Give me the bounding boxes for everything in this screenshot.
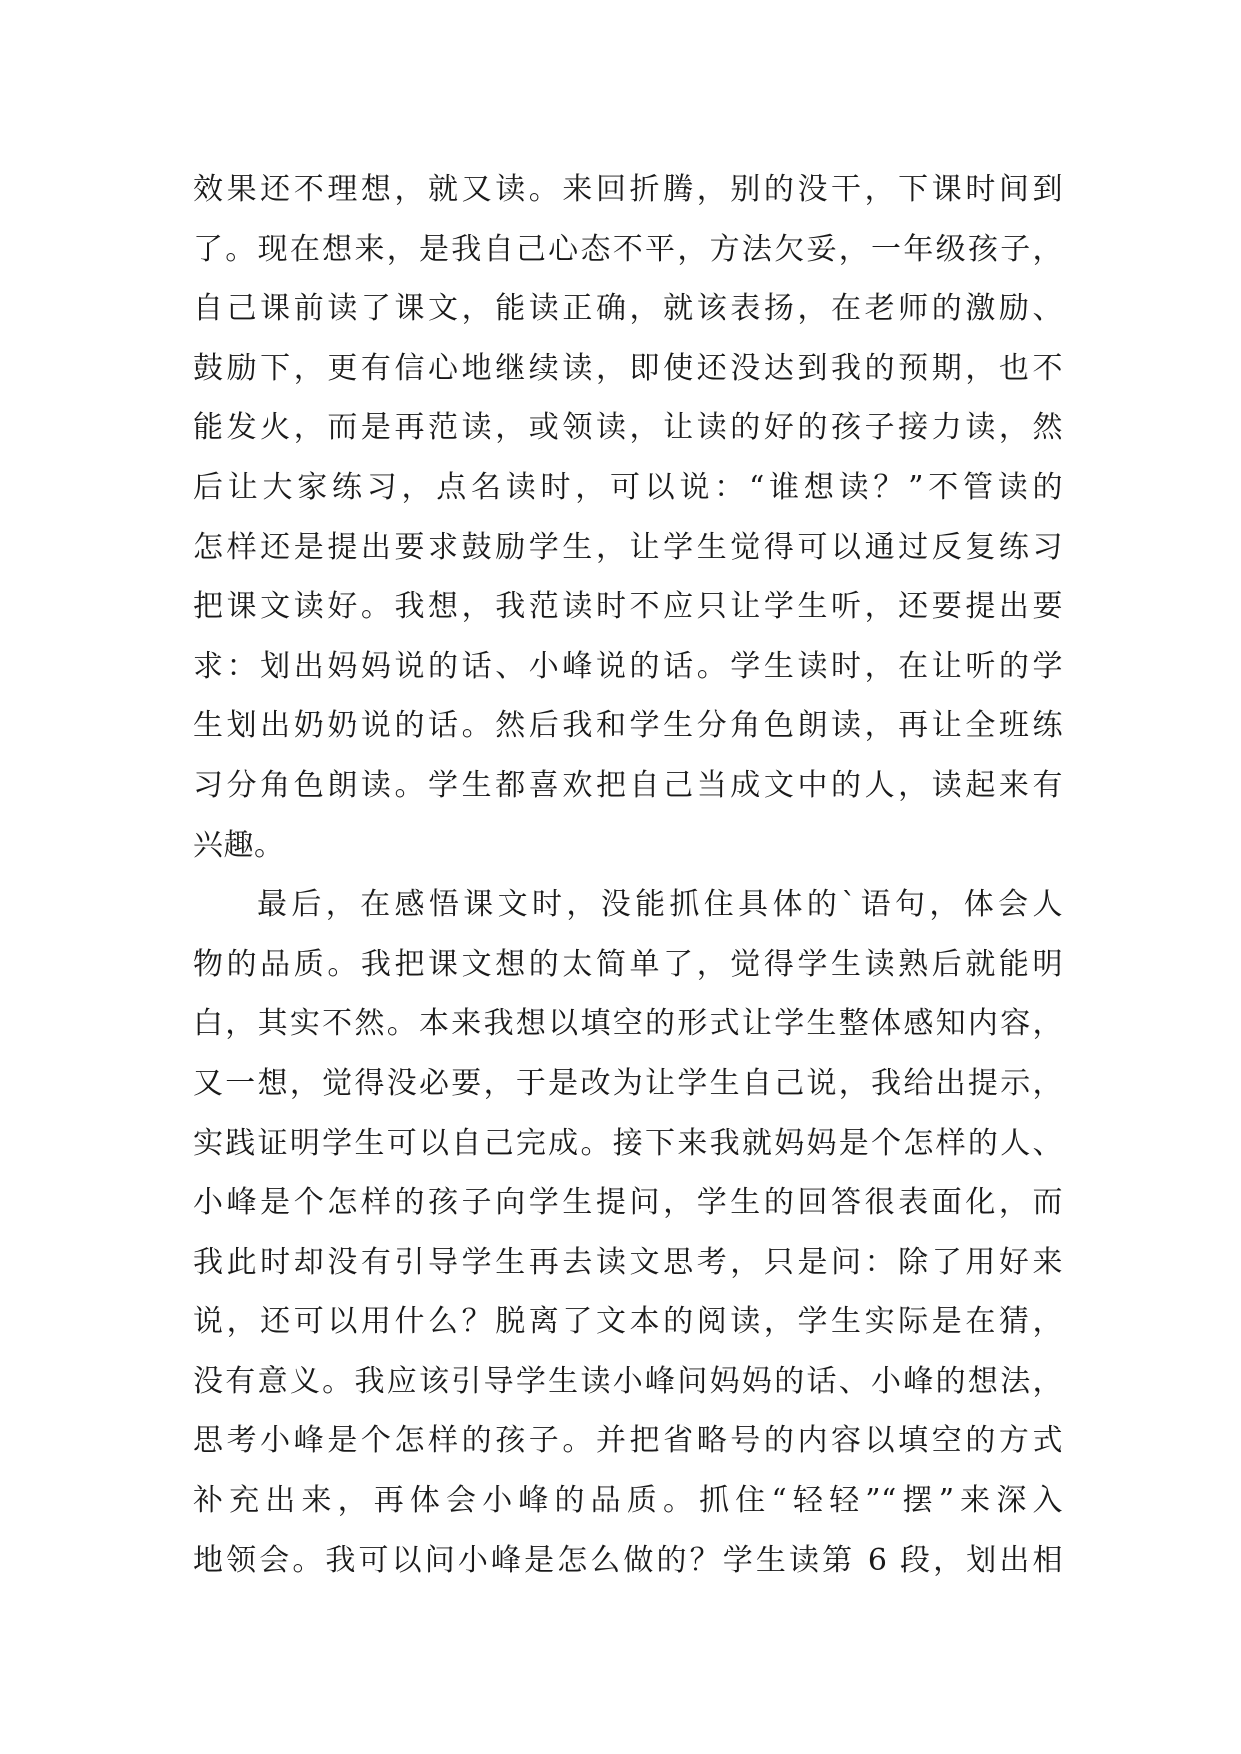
text-line: 后让大家练习，点名读时，可以说：“谁想读？”不管读的: [193, 469, 1063, 505]
text-line: 怎样还是提出要求鼓励学生，让学生觉得可以通过反复练习: [193, 529, 1063, 565]
paragraph-start-line: 最后，在感悟课文时，没能抓住具体的`语句，体会人: [257, 887, 1063, 923]
text-line: 了。现在想来，是我自己心态不平，方法欠妥，一年级孩子，: [193, 231, 1063, 267]
text-line: 我此时却没有引导学生再去读文思考，只是问：除了用好来: [193, 1244, 1063, 1280]
text-line: 实践证明学生可以自己完成。接下来我就妈妈是个怎样的人、: [193, 1125, 1063, 1161]
text-line: 生划出奶奶说的话。然后我和学生分角色朗读，再让全班练: [193, 708, 1063, 744]
text-line: 鼓励下，更有信心地继续读，即使还没达到我的预期，也不: [193, 350, 1063, 386]
text-line: 思考小峰是个怎样的孩子。并把省略号的内容以填空的方式: [193, 1423, 1063, 1459]
text-line: 又一想，觉得没必要，于是改为让学生自己说，我给出提示，: [193, 1065, 1063, 1101]
text-line: 没有意义。我应该引导学生读小峰问妈妈的话、小峰的想法，: [193, 1363, 1063, 1399]
text-line: 习分角色朗读。学生都喜欢把自己当成文中的人，读起来有: [193, 767, 1063, 803]
text-line: 说，还可以用什么？脱离了文本的阅读，学生实际是在猜，: [193, 1304, 1063, 1340]
text-line: 自己课前读了课文，能读正确，就该表扬，在老师的激励、: [193, 291, 1063, 327]
text-line: 小峰是个怎样的孩子向学生提问，学生的回答很表面化，而: [193, 1185, 1063, 1221]
text-line: 白，其实不然。本来我想以填空的形式让学生整体感知内容，: [193, 1006, 1063, 1042]
text-line: 补充出来，再体会小峰的品质。抓住“轻轻”“摆”来深入: [193, 1483, 1063, 1519]
body-text: [193, 160, 1063, 1590]
paragraph-end-line: 兴趣。: [193, 827, 285, 863]
text-line: 物的品质。我把课文想的太简单了，觉得学生读熟后就能明: [193, 946, 1063, 982]
text-line: 把课文读好。我想，我范读时不应只让学生听，还要提出要: [193, 589, 1063, 625]
text-line: 能发火，而是再范读，或领读，让读的好的孩子接力读，然: [193, 410, 1063, 446]
text-line: 地领会。我可以问小峰是怎么做的？学生读第 6 段，划出相: [193, 1542, 1063, 1578]
text-line: 效果还不理想，就又读。来回折腾，别的没干，下课时间到: [193, 172, 1063, 207]
text-line: 求：划出妈妈说的话、小峰说的话。学生读时，在让听的学: [193, 648, 1063, 684]
